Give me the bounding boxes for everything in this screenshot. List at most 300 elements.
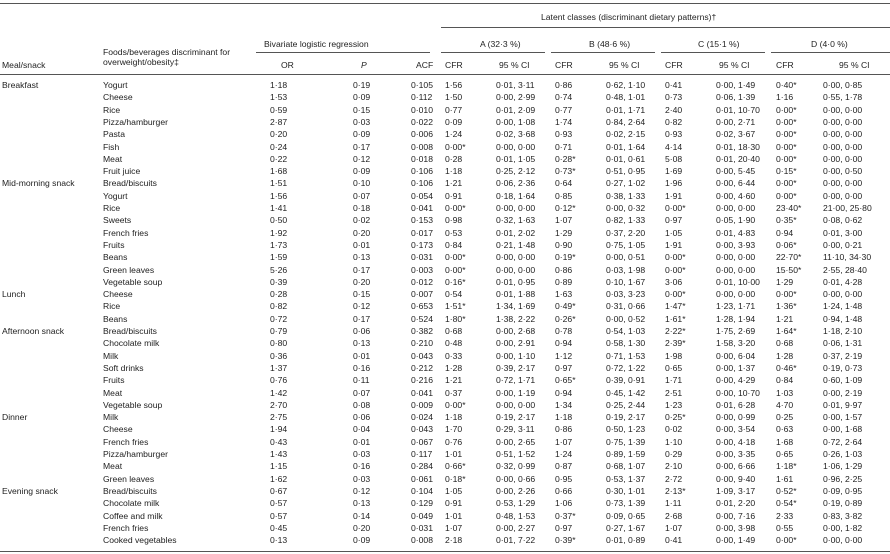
class-d-cfr-cell: 0·68 xyxy=(776,338,794,349)
class-d-rule xyxy=(771,52,890,53)
class-a-ci-cell: 0·01, 0·95 xyxy=(496,276,536,287)
class-a-ci-cell: 0·00, 0·00 xyxy=(496,203,536,213)
class-a-ci-cell: 0·01, 3·11 xyxy=(496,80,535,90)
acf-cell: 0·106 xyxy=(411,166,433,177)
class-a-ci-cell: 0·25, 2·12 xyxy=(496,166,536,177)
class-a-ci-cell: 0·00, 2·65 xyxy=(496,436,536,447)
class-a-ci-cell: 0·06, 2·36 xyxy=(496,178,536,189)
class-d-cfr-header: CFR xyxy=(776,60,794,70)
acf-cell: 0·043 xyxy=(411,424,433,435)
food-cell: Milk xyxy=(103,350,119,361)
class-a-ci-cell: 0·29, 3·11 xyxy=(496,424,535,435)
or-cell: 1·41 xyxy=(270,203,288,213)
class-a-cfr-cell: 1·07 xyxy=(445,522,463,533)
class-b-cfr-cell: 0·19* xyxy=(555,252,576,263)
p-cell: 0·11 xyxy=(353,375,370,386)
class-c-ci-cell: 1·28, 1·94 xyxy=(716,313,756,324)
class-d-cfr-cell: 0·00* xyxy=(776,153,797,164)
class-d-ci-cell: 0·00, 0·85 xyxy=(823,80,863,90)
class-c-cfr-cell: 1·71 xyxy=(665,375,683,386)
class-a-ci-cell: 0·00, 1·08 xyxy=(496,116,536,127)
class-d-cfr-cell: 0·40* xyxy=(776,80,797,90)
acf-cell: 0·041 xyxy=(411,387,433,398)
p-cell: 0·17 xyxy=(353,141,371,152)
class-b-ci-cell: 0·09, 0·65 xyxy=(606,510,646,521)
class-a-ci-cell: 0·01, 2·02 xyxy=(496,227,536,238)
class-b-cfr-cell: 0·85 xyxy=(555,190,573,201)
class-b-cfr-cell: 0·37* xyxy=(555,510,576,521)
class-a-cfr-cell: 0·54 xyxy=(445,289,463,300)
food-cell: Milk xyxy=(103,412,119,423)
class-b-cfr-cell: 0·78 xyxy=(555,326,573,336)
class-b-ci-cell: 0·82, 1·33 xyxy=(606,215,646,226)
acf-cell: 0·212 xyxy=(411,362,433,373)
p-cell: 0·06 xyxy=(353,412,371,423)
class-d-cfr-cell: 0·00* xyxy=(776,289,797,300)
class-a-cfr-cell: 0·53 xyxy=(445,227,463,238)
class-a-ci-cell: 0·19, 2·17 xyxy=(496,412,536,423)
meal-cell: Breakfast xyxy=(2,80,39,90)
class-c-cfr-cell: 0·25* xyxy=(665,412,686,423)
food-cell: Cheese xyxy=(103,92,133,103)
or-cell: 5·26 xyxy=(270,264,288,275)
or-cell: 1·43 xyxy=(270,449,288,459)
class-c-cfr-cell: 0·00* xyxy=(665,289,686,300)
or-cell: 1·92 xyxy=(270,227,288,238)
class-b-cfr-cell: 0·86 xyxy=(555,80,573,90)
class-d-cfr-cell: 0·00* xyxy=(776,190,797,201)
class-c-cfr-cell: 0·82 xyxy=(665,116,683,127)
class-b-cfr-cell: 1·63 xyxy=(555,289,573,300)
class-c-cfr-cell: 1·47* xyxy=(665,301,686,312)
class-d-cfr-cell: 0·00* xyxy=(776,129,797,140)
or-cell: 0·28 xyxy=(270,289,288,300)
class-d-cfr-cell: 1·21 xyxy=(776,313,794,324)
p-cell: 0·13 xyxy=(353,338,371,349)
class-c-cfr-cell: 1·96 xyxy=(665,178,683,189)
class-a-ci-cell: 0·00, 1·19 xyxy=(496,387,536,398)
food-cell: Rice xyxy=(103,203,121,213)
class-c-cfr-cell: 1·05 xyxy=(665,227,683,238)
class-a-ci-cell: 0·39, 2·17 xyxy=(496,362,536,373)
acf-cell: 0·106 xyxy=(411,178,433,189)
class-b-cfr-cell: 0·97 xyxy=(555,522,573,533)
class-b-ci-cell: 0·02, 2·15 xyxy=(606,129,646,140)
class-c-cfr-cell: 0·97 xyxy=(665,215,683,226)
or-cell: 2·87 xyxy=(270,116,288,127)
class-b-ci-cell: 0·38, 1·33 xyxy=(606,190,646,201)
class-a-ci-cell: 0·01, 1·88 xyxy=(496,289,536,300)
bottom-rule xyxy=(0,551,890,552)
class-c-ci-cell: 1·23, 1·71 xyxy=(716,301,756,312)
class-b-ci-cell: 0·27, 1·02 xyxy=(606,178,646,189)
class-d-cfr-cell: 0·54* xyxy=(776,498,797,509)
food-cell: Chocolate milk xyxy=(103,338,160,349)
food-cell: Beans xyxy=(103,252,128,263)
meal-column-header: Meal/snack xyxy=(2,60,46,70)
class-a-ci-cell: 0·32, 0·99 xyxy=(496,461,536,472)
meal-cell: Lunch xyxy=(2,289,26,300)
class-a-cfr-cell: 0·00* xyxy=(445,399,466,410)
class-b-cfr-cell: 0·66 xyxy=(555,485,573,496)
food-cell: Fish xyxy=(103,141,120,152)
class-b-cfr-cell: 0·90 xyxy=(555,239,573,250)
class-c-cfr-cell: 1·07 xyxy=(665,522,683,533)
class-a-rule xyxy=(441,52,545,53)
acf-cell: 0·054 xyxy=(411,190,433,201)
class-b-cfr-cell: 0·74 xyxy=(555,92,573,103)
acf-cell: 0·003 xyxy=(411,264,433,275)
class-b-cfr-cell: 0·86 xyxy=(555,424,573,435)
class-d-cfr-cell: 2·33 xyxy=(776,510,794,521)
class-b-ci-cell: 0·73, 1·39 xyxy=(606,498,646,509)
class-a-cfr-cell: 0·91 xyxy=(445,190,463,201)
p-cell: 0·20 xyxy=(353,276,371,287)
class-b-ci-cell: 0·53, 1·37 xyxy=(606,473,646,484)
class-b-ci-cell: 0·25, 2·44 xyxy=(606,399,646,410)
class-b-ci-cell: 0·50, 1·23 xyxy=(606,424,646,435)
or-cell: 1·94 xyxy=(270,424,288,435)
food-cell: Pizza/hamburger xyxy=(103,116,168,127)
class-c-ci-cell: 0·01, 10·70 xyxy=(716,104,760,115)
class-a-ci-cell: 1·34, 1·69 xyxy=(496,301,536,312)
class-d-ci-cell: 0·00, 0·00 xyxy=(823,535,863,546)
food-cell: Meat xyxy=(103,387,123,398)
class-d-cfr-cell: 0·00* xyxy=(776,116,797,127)
latent-classes-group-header: Latent classes (discriminant dietary patterns)† xyxy=(541,12,717,22)
class-a-cfr-cell: 0·76 xyxy=(445,436,463,447)
class-c-cfr-cell: 1·98 xyxy=(665,350,683,361)
class-d-cfr-cell: 0·52* xyxy=(776,485,797,496)
class-c-header: C (15·1 %) xyxy=(698,39,740,49)
class-b-cfr-cell: 1·06 xyxy=(555,498,573,509)
class-d-ci-cell: 0·00, 0·00 xyxy=(823,153,863,164)
class-a-cfr-cell: 1·18 xyxy=(445,412,463,423)
acf-cell: 0·524 xyxy=(411,313,433,324)
p-cell: 0·03 xyxy=(353,116,371,127)
class-a-ci-cell: 0·21, 1·48 xyxy=(496,239,536,250)
or-cell: 1·51 xyxy=(270,178,288,189)
class-a-ci-cell: 0·00, 2·68 xyxy=(496,326,536,336)
class-b-ci-cell: 0·39, 0·91 xyxy=(606,375,646,386)
class-b-ci-cell: 0·00, 0·51 xyxy=(606,252,646,263)
class-b-ci-header: 95 % CI xyxy=(609,60,640,70)
acf-cell: 0·216 xyxy=(411,375,433,386)
class-c-ci-cell: 0·00, 3·98 xyxy=(716,522,756,533)
or-cell: 0·57 xyxy=(270,510,288,521)
class-d-cfr-cell: 1·28 xyxy=(776,350,794,361)
p-cell: 0·15 xyxy=(353,289,371,300)
acf-cell: 0·007 xyxy=(411,289,433,300)
food-cell: Bread/biscuits xyxy=(103,178,157,189)
class-b-cfr-cell: 0·73* xyxy=(555,166,576,177)
class-b-cfr-cell: 1·34 xyxy=(555,399,573,410)
class-a-cfr-cell: 0·00* xyxy=(445,264,466,275)
class-c-ci-cell: 0·05, 1·90 xyxy=(716,215,756,226)
class-c-ci-cell: 0·00, 4·60 xyxy=(716,190,756,201)
p-cell: 0·17 xyxy=(353,264,371,275)
acf-cell: 0·043 xyxy=(411,350,433,361)
class-a-ci-cell: 0·01, 1·05 xyxy=(496,153,536,164)
class-c-ci-cell: 0·00, 1·49 xyxy=(716,535,756,546)
p-cell: 0·19 xyxy=(353,80,371,90)
class-a-cfr-cell: 0·77 xyxy=(445,104,463,115)
top-rule xyxy=(0,3,890,4)
class-c-ci-cell: 0·01, 2·20 xyxy=(716,498,756,509)
class-b-ci-cell: 0·48, 1·01 xyxy=(606,92,646,103)
class-a-cfr-cell: 0·00* xyxy=(445,252,466,263)
class-d-ci-cell: 0·00, 0·00 xyxy=(823,129,863,140)
class-c-ci-cell: 0·01, 10·00 xyxy=(716,276,760,287)
class-c-cfr-cell: 5·08 xyxy=(665,153,683,164)
class-b-ci-cell: 0·71, 1·53 xyxy=(606,350,646,361)
acf-cell: 0·067 xyxy=(411,436,433,447)
p-cell: 0·09 xyxy=(353,92,371,103)
food-column-header: Foods/beverages discriminant for overweight/obesity‡ xyxy=(103,47,231,67)
header-bottom-rule xyxy=(0,74,890,75)
class-d-ci-cell: 0·00, 0·00 xyxy=(823,104,863,115)
class-a-cfr-cell: 0·84 xyxy=(445,239,463,250)
class-b-cfr-cell: 0·77 xyxy=(555,104,573,115)
class-c-cfr-cell: 1·91 xyxy=(665,190,683,201)
p-cell: 0·03 xyxy=(353,449,371,459)
class-a-ci-cell: 0·00, 2·26 xyxy=(496,485,536,496)
acf-cell: 0·008 xyxy=(411,141,433,152)
class-a-ci-cell: 0·00, 0·66 xyxy=(496,473,536,484)
class-c-ci-cell: 0·00, 3·54 xyxy=(716,424,756,435)
class-b-ci-cell: 0·37, 2·20 xyxy=(606,227,646,238)
class-d-cfr-cell: 0·06* xyxy=(776,239,797,250)
class-b-cfr-cell: 0·95 xyxy=(555,473,573,484)
class-c-ci-cell: 0·00, 3·93 xyxy=(716,239,756,250)
acf-cell: 0·049 xyxy=(411,510,433,521)
class-d-ci-cell: 0·94, 1·48 xyxy=(823,313,863,324)
p-cell: 0·02 xyxy=(353,215,371,226)
class-d-ci-cell: 0·00, 2·19 xyxy=(823,387,863,398)
food-cell: French fries xyxy=(103,436,149,447)
or-cell: 1·37 xyxy=(270,362,288,373)
or-cell: 1·62 xyxy=(270,473,288,484)
or-cell: 2·75 xyxy=(270,412,288,423)
class-d-ci-cell: 0·00, 0·21 xyxy=(823,239,863,250)
class-b-cfr-cell: 1·29 xyxy=(555,227,573,238)
acf-cell: 0·210 xyxy=(411,338,433,349)
class-a-ci-cell: 0·00, 0·00 xyxy=(496,141,536,152)
class-d-cfr-cell: 0·00* xyxy=(776,141,797,152)
class-a-ci-header: 95 % CI xyxy=(499,60,530,70)
class-b-ci-cell: 0·01, 1·64 xyxy=(606,141,646,152)
class-c-cfr-cell: 0·73 xyxy=(665,92,683,103)
acf-cell: 0·031 xyxy=(411,522,433,533)
class-c-ci-cell: 0·06, 1·39 xyxy=(716,92,756,103)
food-cell: French fries xyxy=(103,522,149,533)
p-cell: 0·04 xyxy=(353,424,371,435)
class-b-ci-cell: 0·01, 1·71 xyxy=(606,104,646,115)
class-c-cfr-cell: 3·06 xyxy=(665,276,683,287)
class-b-ci-cell: 0·03, 3·23 xyxy=(606,289,646,300)
class-a-cfr-cell: 1·18 xyxy=(445,166,463,177)
class-a-ci-cell: 0·00, 2·91 xyxy=(496,338,536,349)
class-c-cfr-cell: 1·61* xyxy=(665,313,686,324)
class-a-ci-cell: 0·00, 2·27 xyxy=(496,522,536,533)
class-b-cfr-cell: 1·24 xyxy=(555,449,573,459)
acf-cell: 0·041 xyxy=(411,203,433,213)
food-cell: Meat xyxy=(103,461,123,472)
class-d-cfr-cell: 0·00* xyxy=(776,535,797,546)
class-a-cfr-cell: 1·05 xyxy=(445,485,463,496)
food-cell: Cheese xyxy=(103,424,133,435)
meal-cell: Mid-morning snack xyxy=(2,178,75,189)
class-d-cfr-cell: 0·00* xyxy=(776,178,797,189)
class-c-cfr-cell: 0·00* xyxy=(665,203,686,213)
class-b-cfr-cell: 0·86 xyxy=(555,264,573,275)
class-d-ci-cell: 0·01, 4·28 xyxy=(823,276,863,287)
class-a-ci-cell: 0·00, 2·99 xyxy=(496,92,536,103)
class-c-cfr-cell: 1·23 xyxy=(665,399,683,410)
class-d-ci-cell: 0·96, 2·25 xyxy=(823,473,863,484)
acf-column-header: ACF xyxy=(416,60,434,70)
food-cell: Green leaves xyxy=(103,473,155,484)
p-cell: 0·01 xyxy=(353,350,371,361)
or-column-header: OR xyxy=(281,60,294,70)
p-cell: 0·15 xyxy=(353,104,371,115)
acf-cell: 0·117 xyxy=(411,449,433,459)
or-cell: 1·68 xyxy=(270,166,288,177)
or-cell: 0·82 xyxy=(270,301,288,312)
class-c-ci-cell: 1·09, 3·17 xyxy=(716,485,756,496)
p-cell: 0·09 xyxy=(353,166,371,177)
class-c-cfr-header: CFR xyxy=(665,60,683,70)
acf-cell: 0·024 xyxy=(411,412,433,423)
class-a-ci-cell: 0·00, 1·10 xyxy=(496,350,536,361)
class-b-cfr-cell: 0·64 xyxy=(555,178,573,189)
class-b-ci-cell: 0·03, 1·98 xyxy=(606,264,646,275)
bivariate-rule xyxy=(256,52,430,53)
class-a-cfr-cell: 0·09 xyxy=(445,116,463,127)
food-cell: Beans xyxy=(103,313,128,324)
class-c-cfr-cell: 1·10 xyxy=(665,436,683,447)
p-cell: 0·12 xyxy=(353,153,371,164)
p-cell: 0·14 xyxy=(353,510,371,521)
acf-cell: 0·129 xyxy=(411,498,433,509)
class-c-cfr-cell: 1·11 xyxy=(665,498,682,509)
class-d-cfr-cell: 4·70 xyxy=(776,399,794,410)
or-cell: 0·79 xyxy=(270,326,288,336)
p-cell: 0·20 xyxy=(353,522,371,533)
class-b-cfr-cell: 1·07 xyxy=(555,436,573,447)
p-cell: 0·16 xyxy=(353,362,371,373)
class-c-cfr-cell: 0·00* xyxy=(665,252,686,263)
class-c-cfr-cell: 0·65 xyxy=(665,362,683,373)
class-c-ci-cell: 0·01, 4·83 xyxy=(716,227,756,238)
class-a-header: A (32·3 %) xyxy=(480,39,521,49)
class-b-ci-cell: 0·62, 1·10 xyxy=(606,80,646,90)
class-d-cfr-cell: 0·65 xyxy=(776,449,794,459)
class-b-ci-cell: 0·72, 1·22 xyxy=(606,362,646,373)
class-a-ci-cell: 0·53, 1·29 xyxy=(496,498,536,509)
p-cell: 0·06 xyxy=(353,326,371,336)
class-b-ci-cell: 0·00, 0·32 xyxy=(606,203,646,213)
class-c-ci-cell: 0·00, 7·16 xyxy=(716,510,756,521)
class-d-cfr-cell: 0·00* xyxy=(776,104,797,115)
class-a-ci-cell: 0·01, 2·09 xyxy=(496,104,536,115)
class-d-ci-cell: 0·00, 0·00 xyxy=(823,178,863,189)
acf-cell: 0·153 xyxy=(411,215,433,226)
class-b-cfr-cell: 0·97 xyxy=(555,362,573,373)
p-cell: 0·10 xyxy=(353,178,371,189)
class-c-ci-cell: 0·00, 6·44 xyxy=(716,178,756,189)
food-cell: Sweets xyxy=(103,215,132,226)
class-a-cfr-cell: 1·21 xyxy=(445,375,463,386)
p-cell: 0·07 xyxy=(353,190,371,201)
class-c-cfr-cell: 0·00* xyxy=(665,264,686,275)
class-b-cfr-cell: 0·94 xyxy=(555,387,573,398)
food-cell: Yogurt xyxy=(103,190,128,201)
class-d-ci-cell: 0·00, 0·00 xyxy=(823,141,863,152)
class-c-ci-cell: 0·00, 1·49 xyxy=(716,80,756,90)
acf-cell: 0·018 xyxy=(411,153,433,164)
acf-cell: 0·382 xyxy=(411,326,433,336)
class-d-cfr-cell: 0·94 xyxy=(776,227,794,238)
class-b-ci-cell: 0·54, 1·03 xyxy=(606,326,646,336)
class-a-cfr-cell: 0·48 xyxy=(445,338,463,349)
class-c-cfr-cell: 4·14 xyxy=(665,141,683,152)
class-a-ci-cell: 0·18, 1·64 xyxy=(496,190,536,201)
class-c-ci-cell: 0·01, 6·28 xyxy=(716,399,756,410)
class-d-ci-cell: 0·72, 2·64 xyxy=(823,436,863,447)
or-cell: 1·42 xyxy=(270,387,288,398)
class-d-ci-cell: 1·18, 2·10 xyxy=(823,326,863,336)
class-b-cfr-cell: 0·89 xyxy=(555,276,573,287)
class-c-ci-cell: 0·00, 4·18 xyxy=(716,436,756,447)
class-d-cfr-cell: 0·35* xyxy=(776,215,797,226)
p-cell: 0·16 xyxy=(353,461,371,472)
class-c-ci-cell: 0·00, 4·29 xyxy=(716,375,756,386)
or-cell: 0·72 xyxy=(270,313,288,324)
class-a-ci-cell: 0·00, 0·00 xyxy=(496,264,536,275)
class-a-cfr-cell: 1·51* xyxy=(445,301,466,312)
class-d-cfr-cell: 15·50* xyxy=(776,264,802,275)
food-cell: Coffee and milk xyxy=(103,510,163,521)
class-d-cfr-cell: 1·29 xyxy=(776,276,794,287)
class-a-ci-cell: 0·51, 1·52 xyxy=(496,449,536,459)
food-cell: Cooked vegetables xyxy=(103,535,177,546)
class-b-ci-cell: 0·31, 0·66 xyxy=(606,301,646,312)
class-a-cfr-cell: 1·21 xyxy=(445,178,463,189)
class-c-cfr-cell: 1·91 xyxy=(665,239,683,250)
meal-cell: Dinner xyxy=(2,412,28,423)
class-c-ci-cell: 0·01, 20·40 xyxy=(716,153,760,164)
class-d-ci-cell: 1·24, 1·48 xyxy=(823,301,863,312)
class-d-cfr-cell: 1·36* xyxy=(776,301,797,312)
class-b-cfr-cell: 0·28* xyxy=(555,153,576,164)
class-c-ci-cell: 0·00, 0·00 xyxy=(716,289,756,300)
class-d-cfr-cell: 1·64* xyxy=(776,326,797,336)
food-cell: Meat xyxy=(103,153,123,164)
acf-cell: 0·104 xyxy=(411,485,433,496)
class-b-cfr-cell: 0·49* xyxy=(555,301,576,312)
class-c-cfr-cell: 2·13* xyxy=(665,485,686,496)
food-cell: Fruits xyxy=(103,375,125,386)
class-d-cfr-cell: 0·25 xyxy=(776,412,794,423)
class-b-cfr-cell: 0·94 xyxy=(555,338,573,349)
or-cell: 0·76 xyxy=(270,375,288,386)
or-cell: 0·59 xyxy=(270,104,288,115)
class-d-cfr-cell: 22·70* xyxy=(776,252,802,263)
class-d-ci-cell: 0·09, 0·95 xyxy=(823,485,863,496)
or-cell: 1·73 xyxy=(270,239,288,250)
class-b-cfr-cell: 0·39* xyxy=(555,535,576,546)
